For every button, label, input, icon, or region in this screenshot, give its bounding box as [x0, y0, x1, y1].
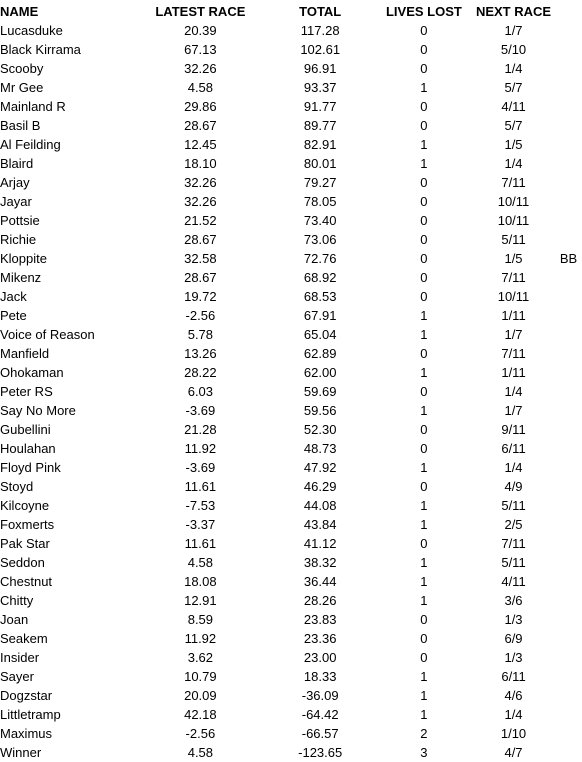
cell-total: 59.56	[303, 403, 337, 418]
cell-total: 78.05	[303, 194, 337, 209]
cell-next-race: 1/11	[501, 365, 526, 380]
cell-total: 52.30	[303, 422, 337, 437]
cell-latest-race: 29.86	[184, 99, 217, 114]
cell-total: 102.61	[300, 42, 341, 57]
cell-lives-lost: 1	[420, 308, 428, 323]
cell-next-race: 1/3	[504, 612, 523, 627]
cell-latest-race: 32.26	[184, 61, 217, 76]
cell-name: Foxmerts	[0, 517, 55, 532]
cell-lives-lost: 1	[420, 327, 428, 342]
table-row	[0, 420, 582, 439]
cell-next-race: 10/11	[497, 213, 530, 228]
cell-lives-lost: 0	[420, 384, 428, 399]
cell-total: 23.00	[303, 650, 337, 665]
cell-next-race: 1/7	[504, 23, 523, 38]
table-row	[0, 629, 582, 648]
table-row	[0, 40, 582, 59]
cell-lives-lost: 1	[420, 517, 428, 532]
cell-name: Al Feilding	[0, 137, 61, 152]
cell-note	[560, 97, 582, 116]
table-row	[0, 287, 582, 306]
cell-total: 82.91	[303, 137, 337, 152]
table-row	[0, 534, 582, 553]
cell-total: -66.57	[301, 726, 339, 741]
cell-next-race: 1/7	[504, 327, 523, 342]
cell-note	[560, 515, 582, 534]
cell-lives-lost: 1	[420, 688, 428, 703]
cell-next-race: 1/4	[504, 156, 523, 171]
cell-next-race: 4/11	[501, 99, 526, 114]
cell-total: 67.91	[303, 308, 337, 323]
cell-note	[560, 439, 582, 458]
table-body	[0, 21, 582, 762]
cell-total: 41.12	[303, 536, 337, 551]
cell-next-race: 10/11	[497, 194, 530, 209]
cell-note	[560, 116, 582, 135]
cell-next-race: 7/11	[501, 175, 526, 190]
cell-lives-lost: 0	[420, 23, 428, 38]
cell-total: 89.77	[303, 118, 337, 133]
cell-latest-race: 67.13	[184, 42, 217, 57]
cell-latest-race: 42.18	[184, 707, 217, 722]
cell-latest-race: -7.53	[185, 498, 216, 513]
cell-note	[560, 211, 582, 230]
cell-lives-lost: 1	[420, 365, 428, 380]
cell-total: 23.36	[303, 631, 337, 646]
cell-lives-lost: 0	[420, 441, 428, 456]
cell-latest-race: 32.58	[184, 251, 217, 266]
cell-total: 72.76	[303, 251, 337, 266]
cell-lives-lost: 0	[420, 213, 428, 228]
cell-name: Dogzstar	[0, 688, 53, 703]
cell-next-race: 4/7	[504, 745, 523, 760]
table-row	[0, 306, 582, 325]
table-row	[0, 667, 582, 686]
cell-lives-lost: 0	[420, 194, 428, 209]
cell-note	[560, 154, 582, 173]
cell-latest-race: 12.91	[184, 593, 217, 608]
cell-lives-lost: 1	[420, 156, 428, 171]
cell-note	[560, 78, 582, 97]
table-row	[0, 401, 582, 420]
cell-name: Mr Gee	[0, 80, 44, 95]
cell-latest-race: -3.69	[185, 460, 216, 475]
cell-lives-lost: 0	[420, 289, 428, 304]
header-next-race: NEXT RACE	[475, 4, 552, 19]
cell-name: Manfield	[0, 346, 50, 361]
cell-total: 68.92	[303, 270, 337, 285]
cell-lives-lost: 1	[420, 669, 428, 684]
table-row	[0, 268, 582, 287]
cell-next-race: 5/11	[501, 555, 526, 570]
cell-note	[560, 610, 582, 629]
cell-next-race: 1/3	[504, 650, 523, 665]
cell-note	[560, 344, 582, 363]
cell-lives-lost: 0	[420, 118, 428, 133]
table-row	[0, 496, 582, 515]
table-row	[0, 591, 582, 610]
table-row	[0, 686, 582, 705]
cell-next-race: 7/11	[501, 346, 526, 361]
cell-note	[560, 667, 582, 686]
cell-next-race: 6/11	[501, 669, 526, 684]
cell-total: 48.73	[303, 441, 337, 456]
cell-total: 79.27	[303, 175, 337, 190]
cell-latest-race: 4.58	[187, 80, 214, 95]
cell-note	[560, 21, 582, 40]
table-row	[0, 344, 582, 363]
table-row	[0, 439, 582, 458]
header-note	[560, 2, 582, 21]
cell-name: Mikenz	[0, 270, 42, 285]
table-row	[0, 59, 582, 78]
cell-name: Lucasduke	[0, 23, 63, 38]
cell-next-race: 5/7	[504, 80, 523, 95]
header-row	[0, 2, 582, 21]
cell-name: Pete	[0, 308, 27, 323]
cell-next-race: 7/11	[501, 536, 526, 551]
cell-total: 23.83	[303, 612, 337, 627]
cell-latest-race: 20.39	[184, 23, 217, 38]
cell-total: 47.92	[303, 460, 337, 475]
table-row	[0, 515, 582, 534]
cell-latest-race: 28.67	[184, 118, 217, 133]
cell-latest-race: 3.62	[187, 650, 214, 665]
cell-name: Seddon	[0, 555, 45, 570]
cell-name: Gubellini	[0, 422, 51, 437]
cell-latest-race: 11.61	[184, 536, 217, 551]
table-row	[0, 382, 582, 401]
cell-total: -123.65	[298, 745, 343, 760]
cell-note	[560, 724, 582, 743]
table-row	[0, 458, 582, 477]
cell-total: 44.08	[303, 498, 337, 513]
cell-latest-race: 28.22	[184, 365, 217, 380]
cell-total: 43.84	[303, 517, 337, 532]
cell-note	[560, 306, 582, 325]
cell-name: Houlahan	[0, 441, 56, 456]
cell-lives-lost: 0	[420, 99, 428, 114]
cell-name: Jack	[0, 289, 27, 304]
cell-name: Pottsie	[0, 213, 40, 228]
cell-total: 65.04	[303, 327, 337, 342]
cell-note	[560, 268, 582, 287]
table-row	[0, 325, 582, 344]
cell-next-race: 1/4	[504, 707, 523, 722]
cell-latest-race: 19.72	[184, 289, 217, 304]
cell-total: 68.53	[303, 289, 337, 304]
cell-next-race: 4/11	[501, 574, 526, 589]
cell-lives-lost: 1	[420, 574, 428, 589]
table-row	[0, 97, 582, 116]
table-row	[0, 135, 582, 154]
table-row	[0, 154, 582, 173]
cell-lives-lost: 0	[420, 175, 428, 190]
cell-note	[560, 705, 582, 724]
cell-latest-race: 21.28	[184, 422, 217, 437]
cell-note	[560, 325, 582, 344]
cell-next-race: 9/11	[501, 422, 526, 437]
cell-note	[560, 59, 582, 78]
cell-name: Sayer	[0, 669, 34, 684]
cell-total: 18.33	[303, 669, 337, 684]
cell-lives-lost: 1	[420, 460, 428, 475]
cell-name: Kloppite	[0, 251, 47, 266]
cell-note	[560, 496, 582, 515]
cell-name: Say No More	[0, 403, 76, 418]
cell-latest-race: 11.92	[184, 631, 217, 646]
cell-name: Mainland R	[0, 99, 66, 114]
cell-lives-lost: 0	[420, 650, 428, 665]
cell-next-race: 1/4	[504, 384, 523, 399]
cell-latest-race: 18.10	[184, 156, 217, 171]
cell-next-race: 6/9	[504, 631, 523, 646]
table-row	[0, 211, 582, 230]
header-total: TOTAL	[299, 4, 342, 19]
cell-note	[560, 173, 582, 192]
cell-lives-lost: 1	[420, 80, 428, 95]
cell-name: Richie	[0, 232, 37, 247]
table-row	[0, 116, 582, 135]
cell-next-race: 5/11	[501, 232, 526, 247]
table-row	[0, 572, 582, 591]
table-row	[0, 648, 582, 667]
cell-next-race: 1/10	[500, 726, 527, 741]
cell-note	[560, 192, 582, 211]
cell-lives-lost: 1	[420, 593, 428, 608]
cell-next-race: 1/4	[504, 460, 523, 475]
table-row	[0, 249, 582, 268]
cell-note: BB	[559, 251, 578, 266]
cell-next-race: 4/6	[504, 688, 523, 703]
cell-lives-lost: 0	[420, 631, 428, 646]
cell-lives-lost: 0	[420, 422, 428, 437]
cell-name: Winner	[0, 745, 42, 760]
cell-note	[560, 553, 582, 572]
cell-name: Stoyd	[0, 479, 34, 494]
cell-next-race: 1/7	[504, 403, 523, 418]
cell-note	[560, 686, 582, 705]
cell-name: Voice of Reason	[0, 327, 95, 342]
cell-latest-race: 4.58	[187, 745, 214, 760]
cell-lives-lost: 0	[420, 270, 428, 285]
cell-next-race: 3/6	[504, 593, 523, 608]
cell-name: Ohokaman	[0, 365, 64, 380]
cell-latest-race: -2.56	[185, 308, 216, 323]
cell-latest-race: 10.79	[184, 669, 217, 684]
cell-name: Black Kirrama	[0, 42, 81, 57]
cell-next-race: 4/9	[504, 479, 523, 494]
cell-total: 46.29	[303, 479, 337, 494]
cell-name: Chestnut	[0, 574, 53, 589]
cell-next-race: 5/10	[500, 42, 527, 57]
cell-note	[560, 629, 582, 648]
cell-lives-lost: 1	[420, 498, 428, 513]
cell-next-race: 7/11	[501, 270, 526, 285]
cell-note	[560, 382, 582, 401]
cell-name: Chitty	[0, 593, 34, 608]
cell-name: Seakem	[0, 631, 48, 646]
cell-lives-lost: 0	[420, 251, 428, 266]
cell-next-race: 2/5	[504, 517, 523, 532]
cell-total: -36.09	[301, 688, 339, 703]
table-row	[0, 477, 582, 496]
cell-latest-race: 12.45	[184, 137, 217, 152]
cell-total: 38.32	[303, 555, 337, 570]
cell-latest-race: 28.67	[184, 270, 217, 285]
cell-latest-race: -2.56	[185, 726, 216, 741]
cell-total: 62.00	[303, 365, 337, 380]
standings-table	[0, 2, 582, 762]
cell-latest-race: 21.52	[184, 213, 217, 228]
cell-latest-race: -3.69	[185, 403, 216, 418]
cell-total: 36.44	[303, 574, 337, 589]
cell-next-race: 1/11	[501, 308, 526, 323]
cell-note	[560, 591, 582, 610]
cell-lives-lost: 3	[420, 745, 428, 760]
cell-lives-lost: 2	[420, 726, 428, 741]
cell-name: Blaird	[0, 156, 34, 171]
cell-lives-lost: 1	[420, 137, 428, 152]
cell-lives-lost: 0	[420, 232, 428, 247]
cell-latest-race: 32.26	[184, 175, 217, 190]
cell-name: Littletramp	[0, 707, 61, 722]
cell-name: Insider	[0, 650, 40, 665]
cell-latest-race: 13.26	[184, 346, 217, 361]
cell-note	[560, 743, 582, 762]
cell-next-race: 5/11	[501, 498, 526, 513]
table-row	[0, 743, 582, 762]
cell-latest-race: 6.03	[187, 384, 214, 399]
cell-total: 96.91	[303, 61, 337, 76]
cell-next-race: 1/4	[504, 61, 523, 76]
cell-note	[560, 287, 582, 306]
table-row	[0, 610, 582, 629]
cell-note	[560, 40, 582, 59]
cell-note	[560, 477, 582, 496]
cell-lives-lost: 0	[420, 61, 428, 76]
cell-total: 73.40	[303, 213, 337, 228]
cell-latest-race: 20.09	[184, 688, 217, 703]
cell-total: 91.77	[303, 99, 337, 114]
cell-note	[560, 534, 582, 553]
cell-total: 80.01	[303, 156, 337, 171]
cell-name: Joan	[0, 612, 29, 627]
cell-name: Basil B	[0, 118, 41, 133]
cell-note	[560, 420, 582, 439]
cell-latest-race: 4.58	[187, 555, 214, 570]
cell-note	[560, 572, 582, 591]
cell-note	[560, 363, 582, 382]
cell-name: Kilcoyne	[0, 498, 50, 513]
cell-next-race: 6/11	[501, 441, 526, 456]
table-row	[0, 21, 582, 40]
cell-next-race: 1/5	[504, 137, 523, 152]
cell-next-race: 5/7	[504, 118, 523, 133]
cell-name: Jayar	[0, 194, 32, 209]
cell-next-race: 1/5	[504, 251, 523, 266]
cell-note	[560, 230, 582, 249]
table-row	[0, 230, 582, 249]
cell-latest-race: 5.78	[187, 327, 214, 342]
table-row	[0, 173, 582, 192]
cell-lives-lost: 1	[420, 707, 428, 722]
table-row	[0, 78, 582, 97]
cell-total: 62.89	[303, 346, 337, 361]
cell-note	[560, 458, 582, 477]
cell-name: Scooby	[0, 61, 44, 76]
table-row	[0, 553, 582, 572]
table-row	[0, 705, 582, 724]
cell-latest-race: -3.37	[185, 517, 216, 532]
cell-total: 117.28	[300, 23, 340, 38]
table-row	[0, 724, 582, 743]
table-row	[0, 363, 582, 382]
cell-note	[560, 648, 582, 667]
cell-total: 28.26	[303, 593, 337, 608]
cell-lives-lost: 0	[420, 536, 428, 551]
header-latest-race: LATEST RACE	[155, 4, 246, 19]
cell-lives-lost: 0	[420, 42, 428, 57]
cell-total: 73.06	[303, 232, 337, 247]
cell-lives-lost: 0	[420, 346, 428, 361]
cell-latest-race: 18.08	[184, 574, 217, 589]
cell-latest-race: 11.61	[184, 479, 217, 494]
cell-name: Maximus	[0, 726, 53, 741]
cell-lives-lost: 1	[420, 403, 428, 418]
cell-next-race: 10/11	[497, 289, 530, 304]
cell-name: Arjay	[0, 175, 30, 190]
cell-lives-lost: 1	[420, 555, 428, 570]
cell-lives-lost: 0	[420, 479, 428, 494]
cell-latest-race: 8.59	[187, 612, 214, 627]
header-lives-lost: LIVES LOST	[385, 4, 462, 19]
cell-name: Floyd Pink	[0, 460, 61, 475]
cell-note	[560, 401, 582, 420]
cell-name: Pak Star	[0, 536, 50, 551]
cell-total: 59.69	[303, 384, 337, 399]
cell-latest-race: 32.26	[184, 194, 217, 209]
cell-latest-race: 28.67	[184, 232, 217, 247]
cell-latest-race: 11.92	[184, 441, 217, 456]
cell-note	[560, 135, 582, 154]
cell-lives-lost: 0	[420, 612, 428, 627]
cell-name: Peter RS	[0, 384, 53, 399]
cell-total: 93.37	[303, 80, 337, 95]
table-row	[0, 192, 582, 211]
cell-total: -64.42	[301, 707, 339, 722]
header-name: NAME	[0, 4, 39, 19]
